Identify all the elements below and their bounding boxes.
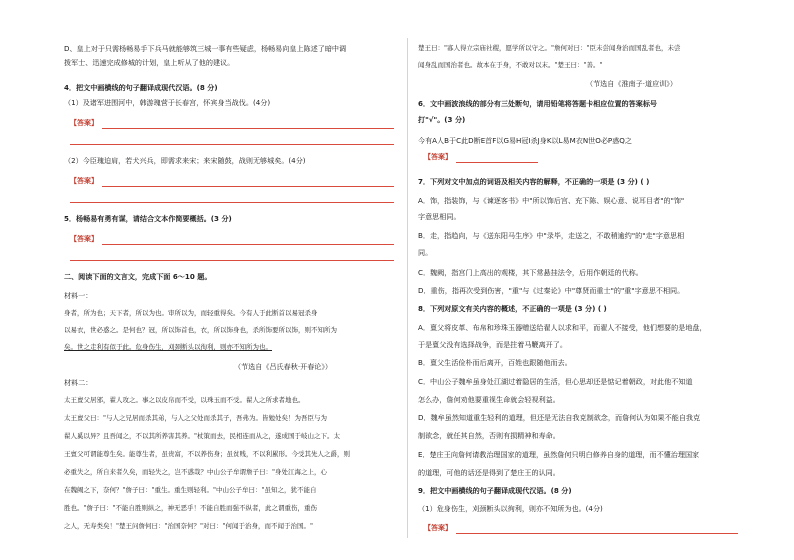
question-7-option-b: B．走，指趋向，与《送东阳马生序》中"录毕，走送之，不敢稍逾约"的"走"字意思相 <box>418 231 685 240</box>
question-7-title: 7．下列对文中加点的词语及相关内容的解释，不正确的一项是 (3 分) ( ) <box>418 177 650 186</box>
question-9-title: 9．把文中画横线的句子翻译成现代汉语。(8 分) <box>418 486 572 495</box>
question-7-option-c: C．魏阙，指宫门上高出的观楼，其下常悬挂法令，后用作朝廷的代称。 <box>418 268 643 277</box>
answer-line[interactable] <box>102 186 394 187</box>
question-8-option-c: 怎么办，詹何劝他要重视生命就会轻视利益。 <box>418 395 560 404</box>
option-d-line-1: D、皇上对于只需杨畅易手下兵马就能够筑三城一事有些疑虑，杨畅易向皇上陈述了暗中调 <box>64 44 347 53</box>
material-1-text: 以易衣，世必惑之。是何也？冠，所以饰首也，衣，所以饰身也，杀所饰要所以饰，则不知所为 <box>64 326 337 334</box>
material-1-text: 矣。世之走利有似于此。危身伤生，刈颈断头以徇利，则亦不知所为也。 <box>64 343 272 351</box>
material-2-text: 必重失之，所自来者久矣，而轻失之，岂不惑哉？中山公子牟谓詹子曰："身处江海之上，心 <box>64 468 327 476</box>
material-2-text: 翟人奚以异？且吾闻之，不以其所养害其养。"杖策而去，民相连而从之，遂成国于岐山之下。太 <box>64 432 340 440</box>
question-6-options: 今有A人B于C此D断E首F以G易H冠I杀J身K以L易M衣N世O必P惑Q之 <box>418 136 632 145</box>
answer-label: 【答案】 <box>424 153 452 161</box>
question-8-option-a: A．亶父将皮革、布帛和珍珠玉器赠送给翟人以求和平，而翟人不接受，他们想要的是地盘， <box>418 323 707 332</box>
question-6-title: 打"√"。(3 分) <box>418 115 466 124</box>
question-8-option-e: E．楚庄王向詹何请教治理国家的道理，虽然詹何只明白修养自身的道理，而不懂治理国家 <box>418 450 700 459</box>
answer-line[interactable] <box>102 244 394 245</box>
answer-line[interactable] <box>70 144 394 145</box>
material-2-text: 胜也。"詹子曰："不能自胜则纵之，神无恶乎！不能自胜而强不纵者，此之谓重伤，重伤 <box>64 504 317 512</box>
material-2-source: （节选自《淮南子·道应训》） <box>586 79 677 88</box>
material-2-text: 闻身乱而国治者也。故本在于身，不敢对以末。"楚王曰："善。" <box>418 61 603 69</box>
material-1-label: 材料一： <box>64 291 93 300</box>
question-4-part-2: （2）今臣瑰迫肩，若犬兴兵，即需求来宋；来宋随鼓，战则无够城矣。(4分) <box>64 156 306 165</box>
answer-label: 【答案】 <box>70 177 98 185</box>
material-2-text: 太王亶父曰："与人之兄居而杀其弟，与人之父处而杀其子，吾弗为。皆勉处矣！为吾臣与为 <box>64 414 327 422</box>
answer-line[interactable] <box>456 162 538 163</box>
question-8-title: 8．下列对原文有关内容的概述，不正确的一项是 (3 分) ( ) <box>418 304 607 313</box>
answer-label: 【答案】 <box>424 524 452 532</box>
question-8-option-a: 于是亶父没有选择战争，而是拄着马鞭离开了。 <box>418 340 567 349</box>
question-8-option-d: 制欲念，就任其自然，否则有损精神和寿命。 <box>418 431 560 440</box>
question-7-option-a: 字意思相同。 <box>418 212 461 221</box>
material-2-text: 之人，无寿类矣！"楚王问詹何曰："治国奈何？"对曰："何闻于治身，而不闻于治国。" <box>64 522 313 530</box>
answer-line[interactable] <box>70 202 394 203</box>
answer-line[interactable] <box>102 128 394 129</box>
question-8-option-e: 的道理，可他的话还是得到了楚庄王的认同。 <box>418 468 560 477</box>
question-7-option-a: A．饰，指装饰，与《谏逐客书》中"所以饰后宫、充下陈、娱心意、说耳目者"的"饰" <box>418 196 685 205</box>
material-2-text: 在魏阙之下，奈何？"詹子曰："重生。重生则轻利。"中山公子牟曰："虽知之，犹不能自 <box>64 486 317 494</box>
material-1-source: （节选自《吕氏春秋·开春论》） <box>234 362 333 371</box>
material-2-label: 材料二： <box>64 378 93 387</box>
material-2-text: 太王亶父居邠，翟人攻之。事之以皮帛而不受，以珠玉而不受。翟人之所求者地也。 <box>64 396 305 404</box>
question-9-part-1: （1）危身伤生，刈颈断头以徇利，则亦不知所为也。(4分) <box>418 504 603 513</box>
question-4-title: 4．把文中画横线的句子翻译成现代汉语。(8 分) <box>64 83 218 92</box>
material-2-text: 王亶父可谓能尊生矣。能尊生者，虽贵富，不以养伤身；虽贫贱，不以利累形。今受其先人之爵，则 <box>64 450 350 458</box>
question-4-part-1: （1）及诸军进围河中，韩游瑰营于长春宫，怀宾身当战伐。(4分) <box>64 98 271 107</box>
question-5-title: 5．杨畅易有勇有谋，请结合文本作简要概括。(3 分) <box>64 214 232 223</box>
column-divider <box>407 38 408 538</box>
question-7-option-d: D．重伤，指再次受到伤害，"重"与《过秦论》中"尊贤而重士"的"重"字意思不相同。 <box>418 286 685 295</box>
question-8-option-c: C．中山公子魏牟虽身处江湖过着隐居的生活，但心思却还是惦记着朝政，对此他不知道 <box>418 377 693 386</box>
question-6-title: 6．文中画波浪线的部分有三处断句，请用铅笔将答题卡相应位置的答案标号 <box>418 99 658 108</box>
answer-line[interactable] <box>70 260 394 261</box>
answer-label: 【答案】 <box>70 235 98 243</box>
section-2-heading: 二、阅读下面的文言文，完成下面 6～10 题。 <box>64 272 212 281</box>
material-1-text: 身者，所为也；天下者，所以为也。审所以为，而轻重得矣。今有人于此断首以易冠杀身 <box>64 309 318 317</box>
question-7-option-b: 同。 <box>418 248 433 257</box>
answer-line[interactable] <box>456 533 738 534</box>
option-d-line-2: 拨军士、迅速完成修城的计划，皇上听从了他的建议。 <box>64 58 235 67</box>
answer-label: 【答案】 <box>70 119 98 127</box>
question-8-option-d: D．魏牟虽然知道重生轻利的道理，但还是无法自我克制欲念，而詹何认为如果不能自我克 <box>418 413 701 422</box>
material-2-text: 楚王曰："寡人得立宗庙社稷，愿学所以守之。"詹何对曰："臣未尝闻身治而国乱者也，未尝 <box>418 44 681 52</box>
question-8-option-b: B．亶父生活俭朴而后离开，百姓也跟随他而去。 <box>418 358 572 367</box>
